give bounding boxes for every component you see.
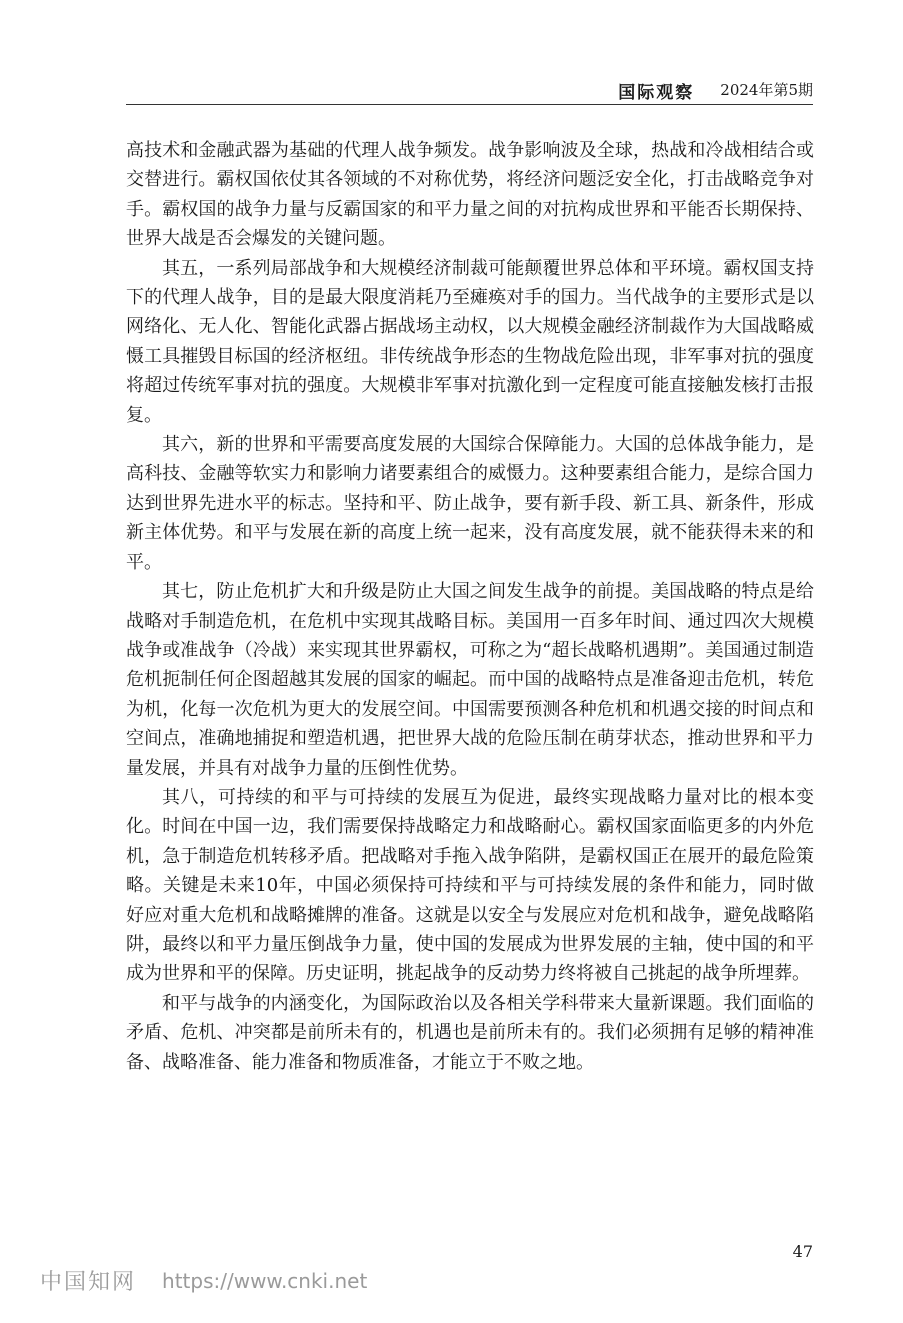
cnki-watermark (40, 1265, 367, 1296)
cnki-logo: 中国知网 (40, 1270, 137, 1295)
issue-label: 2024年第5期 (720, 81, 813, 99)
paragraph: 其六，新的世界和平需要高度发展的大国综合保障能力。大国的总体战争能力，是高科技、金融等软实力和影响力诸要素组合的威慑力。这种要素组合能力，是综合国力达到世界先进水平的标志。坚持和平、防止战争，要有新手段、新工具、新条件，形成新主体优势。和平与发展在新的高度上统一起来，没有高度发展，就不能获得未来的和平。 (126, 434, 814, 573)
paragraph: 其八，可持续的和平与可持续的发展互为促进，最终实现战略力量对比的根本变化。时间在中国一边，我们需要保持战略定力和战略耐心。霸权国家面临更多的内外危机，急于制造危机转移矛盾。把战略对手拖入战争陷阱，是霸权国正在展开的最危险策略。关键是未来10年，中国必须保持可持续和平与可持续发展的条件和能力，同时做好应对重大危机和战略摊牌的准备。这就是以安全与发展应对危机和战争，避免战略陷阱，最终以和平力量压倒战争力量，使中国的发展成为世界发展的主轴，使中国的和平成为世界和平的保障。历史证明，挑起战争的反动势力终将被自己挑起的战争所埋葬。 (126, 786, 814, 985)
paragraph: 其五，一系列局部战争和大规模经济制裁可能颠覆世界总体和平环境。霸权国支持下的代理人战争，目的是最大限度消耗乃至瘫痪对手的国力。当代战争的主要形式是以网络化、无人化、智能化武器占据战场主动权，以大规模金融经济制裁作为大国战略威慑工具摧毁目标国的经济枢纽。非传统战争形态的生物战危险出现，非军事对抗的强度将超过传统军事对抗的强度。大规模非军事对抗激化到一定程度可能直接触发核打击报复。 (126, 257, 814, 426)
paragraph: 和平与战争的内涵变化，为国际政治以及各相关学科带来大量新课题。我们面临的矛盾、危机、冲突都是前所未有的，机遇也是前所未有的。我们必须拥有足够的精神准备、战略准备、能力准备和物质准备，才能立于不败之地。 (126, 992, 814, 1073)
paragraph: 其七，防止危机扩大和升级是防止大国之间发生战争的前提。美国战略的特点是给战略对手制造危机，在危机中实现其战略目标。美国用一百多年时间、通过四次大规模战争或准战争（冷战）来实现其世界霸权，可称之为“超长战略机遇期”。美国通过制造危机扼制任何企图超越其发展的国家的崛起。而中国的战略特点是准备迎击危机，转危为机，化每一次危机为更大的发展空间。中国需要预测各种危机和机遇交接的时间点和空间点，准确地捕捉和塑造机遇，把世界大战的危险压制在萌芽状态，推动世界和平力量发展，并具有对战争力量的压倒性优势。 (126, 581, 814, 779)
cnki-url[interactable]: https://www.cnki.net (162, 1268, 368, 1293)
article-body (126, 136, 814, 1077)
journal-title: 国际观察 (618, 83, 695, 103)
paragraph: 高技术和金融武器为基础的代理人战争频发。战争影响波及全球，热战和冷战相结合或交替进行。霸权国依仗其各领域的不对称优势，将经济问题泛安全化，打击战略竞争对手。霸权国的战争力量与反霸国家的和平力量之间的对抗构成世界和平能否长期保持、世界大战是否会爆发的关键问题。 (126, 140, 814, 250)
running-header (126, 78, 813, 105)
page-number: 47 (792, 1242, 813, 1261)
